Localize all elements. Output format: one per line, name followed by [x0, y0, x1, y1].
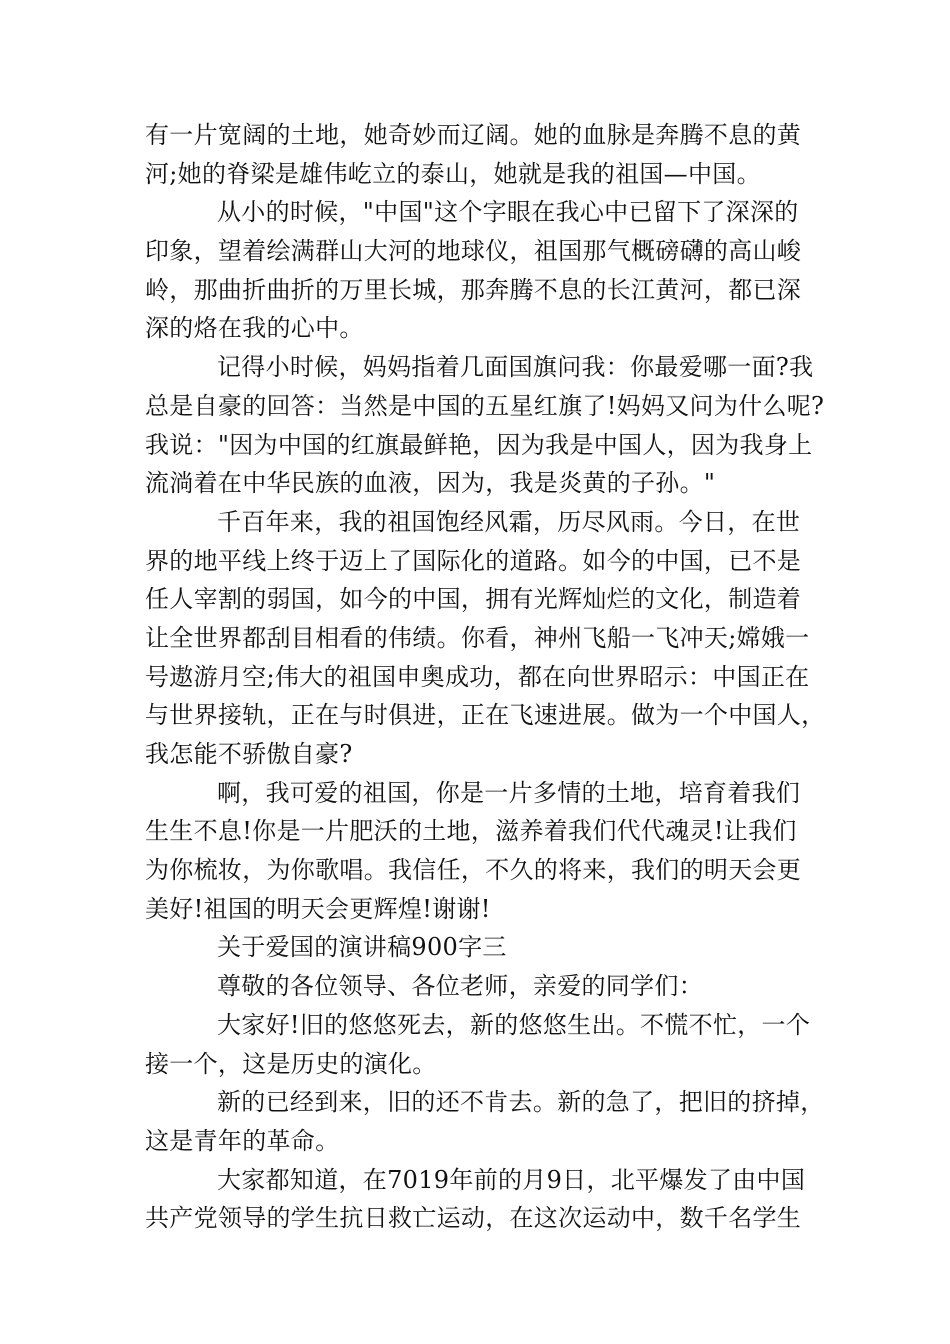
document-body	[145, 116, 826, 1238]
text-line: 让全世界都刮目相看的伟绩。你看，神州飞船一飞冲天;嫦娥一	[145, 623, 810, 652]
text-line: 号遨游月空;伟大的祖国申奥成功，都在向世界昭示：中国正在	[145, 662, 810, 691]
text-line: 有一片宽阔的土地，她奇妙而辽阔。她的血脉是奔腾不息的黄	[145, 121, 802, 149]
text-line: 尊敬的各位领导、各位老师，亲爱的同学们：	[217, 972, 703, 1001]
text-line: 深的烙在我的心中。	[145, 314, 364, 343]
text-line: 我说："因为中国的红旗最鲜艳，因为我是中国人，因为我身上	[145, 430, 813, 459]
text-line: 共产党领导的学生抗日救亡运动，在这次运动中，数千名学生	[145, 1204, 802, 1233]
text-line: 流淌着在中华民族的血液，因为，我是炎黄的子孙。"	[145, 469, 716, 498]
text-line: 从小的时候，"中国"这个字眼在我心中已留下了深深的	[217, 198, 799, 227]
text-line: 关于爱国的演讲稿900字三	[217, 933, 507, 962]
text-line: 接一个，这是历史的演化。	[145, 1049, 437, 1078]
text-line: 河;她的脊梁是雄伟屹立的泰山，她就是我的祖国—中国。	[145, 159, 761, 188]
text-line: 为你梳妆，为你歌唱。我信任，不久的将来，我们的明天会更	[145, 856, 802, 885]
text-line: 千百年来，我的祖国饱经风霜，历尽风雨。今日，在世	[217, 507, 801, 536]
text-line: 大家都知道，在7019年前的月9日，北平爆发了由中国	[217, 1165, 806, 1194]
text-line: 印象，望着绘满群山大河的地球仪，祖国那气概磅礴的高山峻	[145, 237, 802, 266]
text-line: 啊，我可爱的祖国，你是一片多情的土地，培育着我们	[217, 778, 801, 807]
text-line: 与世界接轨，正在与时俱进，正在飞速进展。做为一个中国人，	[145, 701, 826, 730]
text-line: 界的地平线上终于迈上了国际化的道路。如今的中国，已不是	[145, 546, 802, 575]
text-line: 我怎能不骄傲自豪?	[145, 740, 353, 768]
text-line: 记得小时候，妈妈指着几面国旗问我：你最爱哪一面?我	[217, 353, 814, 382]
text-line: 总是自豪的回答：当然是中国的五星红旗了!妈妈又问为什么呢?	[145, 391, 825, 420]
text-line: 生生不息!你是一片肥沃的土地，滋养着我们代代魂灵!让我们	[145, 817, 797, 846]
text-line: 这是青年的革命。	[145, 1126, 340, 1155]
text-line: 新的已经到来，旧的还不肯去。新的急了，把旧的挤掉，	[217, 1088, 825, 1117]
text-line: 大家好!旧的悠悠死去，新的悠悠生出。不慌不忙，一个	[217, 1010, 811, 1039]
text-line: 任人宰割的弱国，如今的中国，拥有光辉灿烂的文化，制造着	[145, 585, 802, 614]
text-line: 美好!祖国的明天会更辉煌!谢谢!	[145, 894, 491, 923]
text-line: 岭，那曲折曲折的万里长城，那奔腾不息的长江黄河，都已深	[145, 275, 802, 304]
